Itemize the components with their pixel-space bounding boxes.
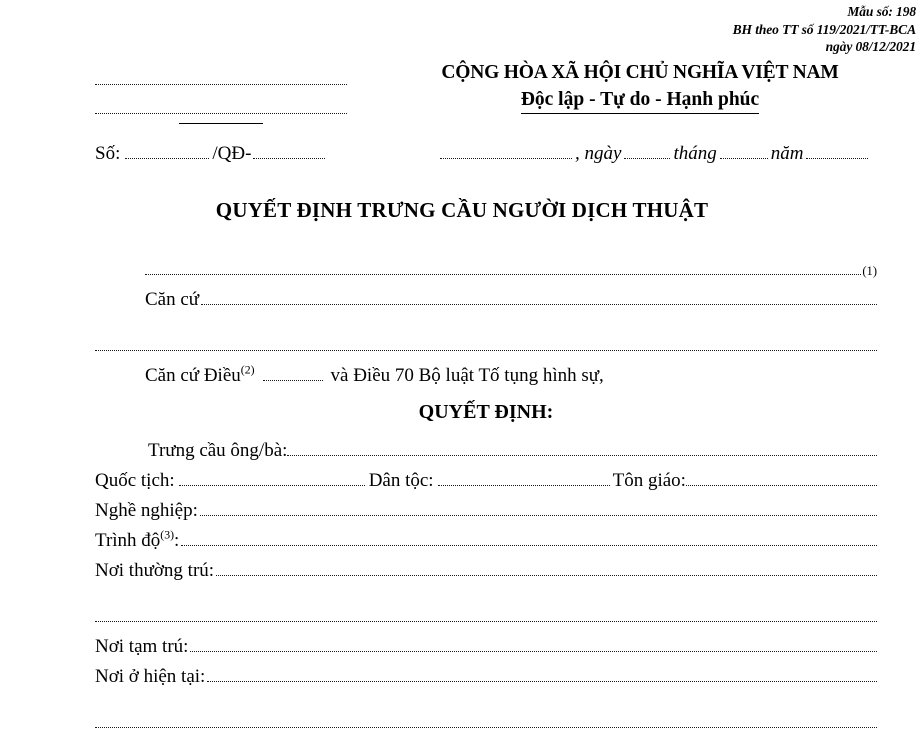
noi-thuong-tru-label: Nơi thường trú: xyxy=(95,559,215,581)
decision-number-separator: /QĐ- xyxy=(212,142,252,164)
decision-number-input[interactable] xyxy=(125,142,209,159)
can-cu-continuation-input[interactable] xyxy=(95,334,877,351)
decision-number-suffix-input[interactable] xyxy=(253,142,325,159)
issuing-authority-line-1[interactable] xyxy=(95,64,347,85)
form-code-line-1: Mẫu số: 198 xyxy=(847,4,916,19)
can-cu-line xyxy=(95,288,877,318)
can-cu-label: Căn cứ xyxy=(145,288,200,310)
country-name: CỘNG HÒA XÃ HỘI CHỦ NGHĨA VIỆT NAM xyxy=(441,62,839,83)
year-input[interactable] xyxy=(806,142,868,159)
noi-thuong-tru-line xyxy=(95,559,877,589)
national-motto: Độc lập - Tự do - Hạnh phúc xyxy=(521,87,759,114)
ton-giao-input[interactable] xyxy=(686,469,877,486)
nghe-nghiep-line xyxy=(95,499,877,529)
dan-toc-label: Dân tộc: xyxy=(368,469,434,491)
dieu-tail-text: và Điều 70 Bộ luật Tố tụng hình sự, xyxy=(330,364,604,386)
noi-thuong-tru-continuation-line xyxy=(95,605,877,635)
form-code-line-2: BH theo TT số 119/2021/TT-BCA xyxy=(732,21,916,37)
trinh-do-label: Trình độ$^{(3)}$: xyxy=(95,528,180,551)
place-input[interactable] xyxy=(440,142,572,159)
quoc-tich-label: Quốc tịch: xyxy=(95,469,175,491)
noi-o-hien-tai-label: Nơi ở hiện tại: xyxy=(95,665,206,687)
noi-thuong-tru-continuation-input[interactable] xyxy=(95,605,877,622)
can-cu-continuation-line xyxy=(95,334,877,364)
noi-tam-tru-label: Nơi tạm trú: xyxy=(95,635,189,657)
month-input[interactable] xyxy=(720,142,768,159)
noi-o-hien-tai-continuation-input[interactable] xyxy=(95,711,877,728)
noi-o-hien-tai-continuation-line xyxy=(95,711,877,741)
can-cu-dieu-label: Căn cứ Điều$^{(2)}$ xyxy=(145,363,255,386)
trung-cau-line xyxy=(95,439,877,469)
identity-row xyxy=(95,469,877,499)
footnote-marker-1: (1) xyxy=(862,263,877,278)
issuing-authority-block xyxy=(95,64,347,124)
ton-giao-label: Tôn giáo: xyxy=(612,469,686,491)
dan-toc-input[interactable] xyxy=(438,469,610,486)
month-label: tháng xyxy=(673,142,717,164)
decision-number-line xyxy=(95,142,355,165)
day-input[interactable] xyxy=(624,142,670,159)
footnote-marker-3: (3) xyxy=(160,528,175,542)
noi-o-hien-tai-line xyxy=(95,665,877,695)
form-code-line-3: ngày 08/12/2021 xyxy=(825,39,916,54)
form-code-block xyxy=(496,3,916,56)
preamble-input-1[interactable] xyxy=(145,258,861,275)
nghe-nghiep-input[interactable] xyxy=(200,499,877,516)
trung-cau-label: Trưng cầu ông/bà: xyxy=(148,439,288,461)
noi-tam-tru-input[interactable] xyxy=(190,635,877,652)
dieu-number-input[interactable] xyxy=(263,364,323,381)
preamble-line-1 xyxy=(95,258,877,288)
trinh-do-line xyxy=(95,529,877,559)
national-heading-block xyxy=(380,60,900,114)
document-title: QUYẾT ĐỊNH TRƯNG CẦU NGƯỜI DỊCH THUẬT xyxy=(215,198,709,222)
noi-thuong-tru-input[interactable] xyxy=(216,559,877,576)
trung-cau-input[interactable] xyxy=(287,439,877,456)
quoc-tich-input[interactable] xyxy=(179,469,365,486)
issuing-authority-line-2[interactable] xyxy=(95,93,347,114)
can-cu-dieu-line xyxy=(95,364,877,395)
noi-tam-tru-line xyxy=(95,635,877,665)
nghe-nghiep-label: Nghề nghiệp: xyxy=(95,499,198,521)
day-label: , ngày xyxy=(575,142,622,164)
decision-number-label: Số: xyxy=(95,142,121,164)
noi-o-hien-tai-input[interactable] xyxy=(207,665,877,682)
document-body xyxy=(95,258,877,741)
trinh-do-input[interactable] xyxy=(181,529,877,546)
decision-heading: QUYẾT ĐỊNH: xyxy=(418,401,554,423)
footnote-marker-2: (2) xyxy=(240,363,255,377)
issuing-authority-rule xyxy=(179,123,263,124)
year-label: năm xyxy=(770,142,804,164)
can-cu-input[interactable] xyxy=(201,288,877,305)
place-date-line xyxy=(440,142,865,165)
